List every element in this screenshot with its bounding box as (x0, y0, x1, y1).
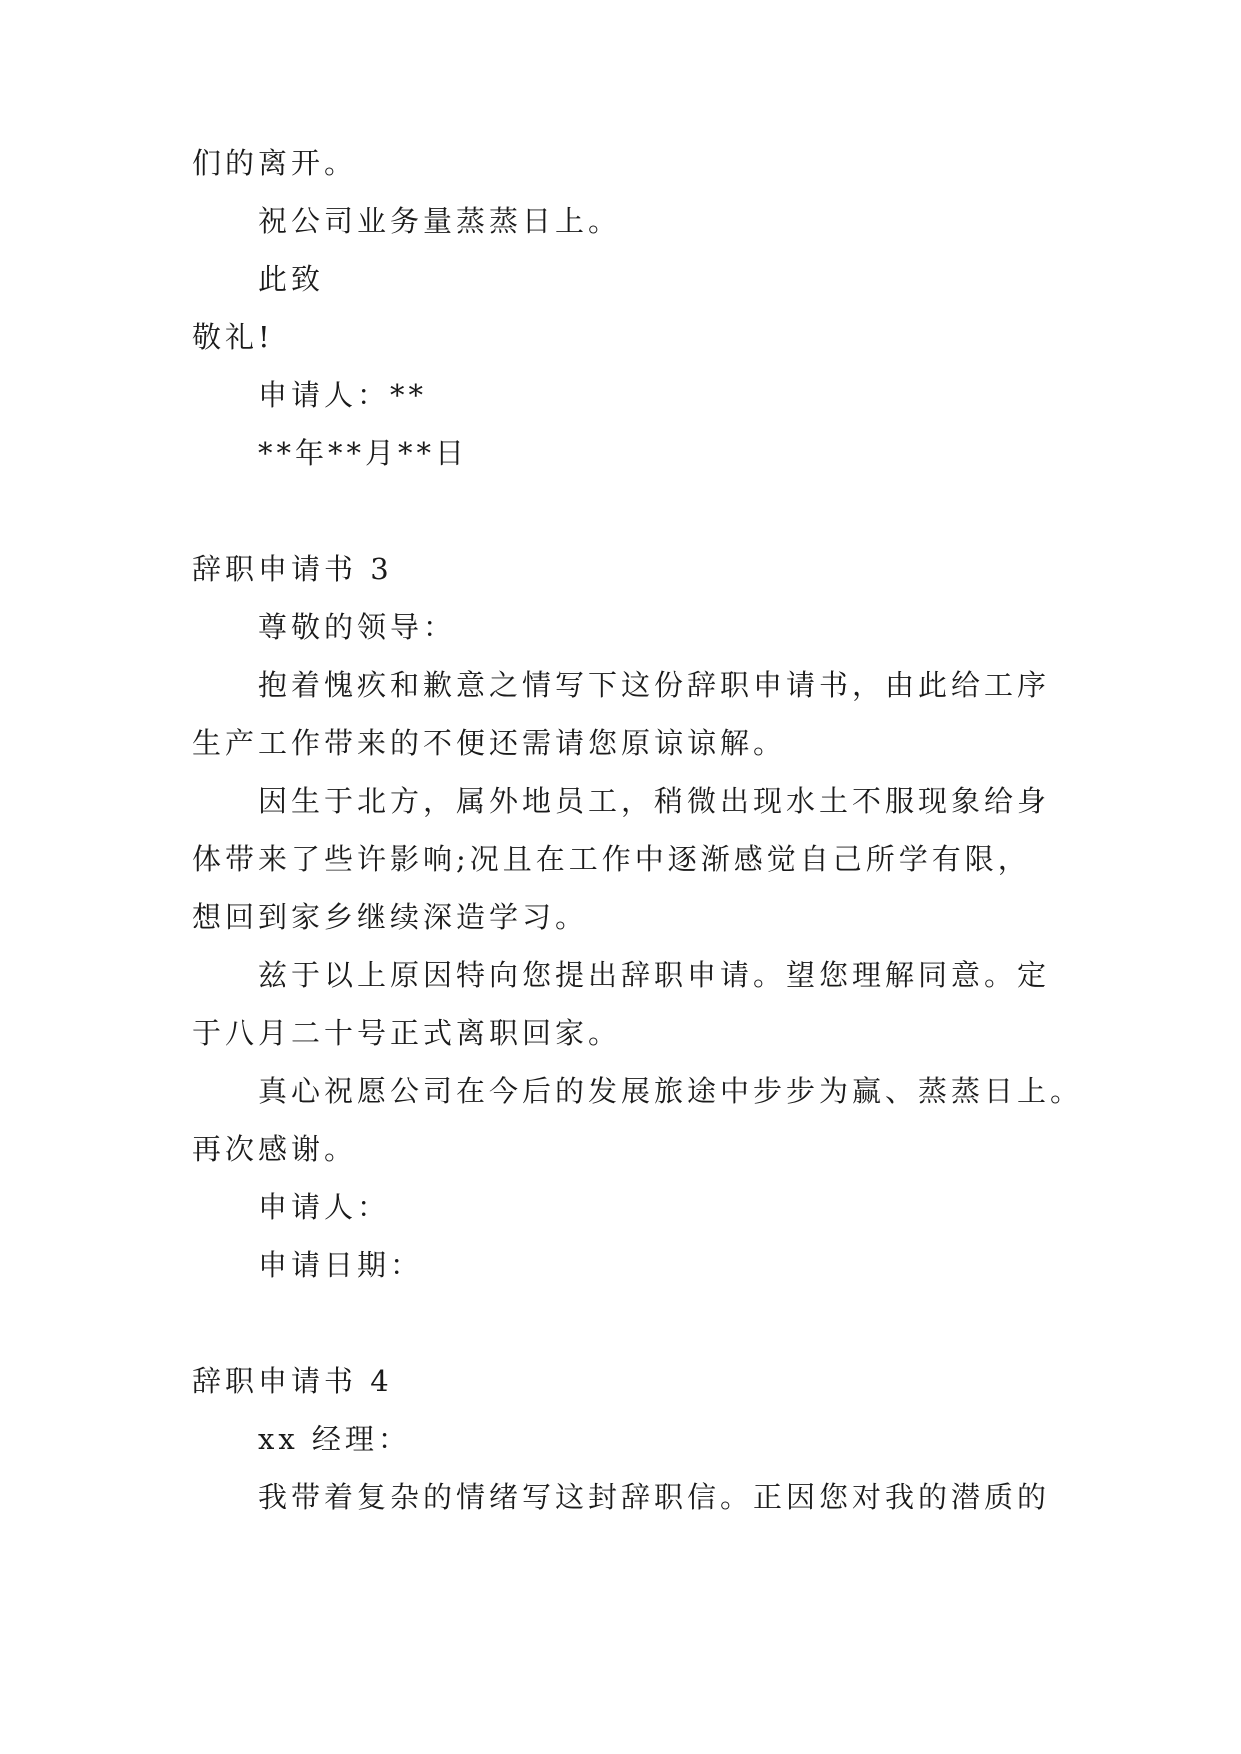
letter3-applicant: 申请人： (258, 1190, 391, 1224)
letter4-greeting: xx 经理： (258, 1422, 411, 1456)
letter4-title: 辞职申请书 4 (192, 1364, 393, 1398)
letter3-paragraph2-line: 想回到家乡继续深造学习。 (192, 900, 589, 934)
letter4-paragraph1-line: 我带着复杂的情绪写这封辞职信。正因您对我的潜质的 (258, 1480, 1051, 1514)
letter3-paragraph4-line: 真心祝愿公司在今后的发展旅途中步步为赢、蒸蒸日上。 (258, 1074, 1084, 1108)
section-gap (192, 482, 1052, 540)
letter3-paragraph2-line: 因生于北方，属外地员工，稍微出现水土不服现象给身 (258, 784, 1051, 818)
letter3-title: 辞职申请书 3 (192, 552, 393, 586)
continuation-line: 们的离开。 (192, 146, 358, 180)
salutation-open: 此致 (258, 262, 325, 296)
applicant-line: 申请人：** (258, 378, 428, 412)
letter3-paragraph1-line: 抱着愧疚和歉意之情写下这份辞职申请书，由此给工序 (258, 668, 1051, 702)
letter3-paragraph1-line: 生产工作带来的不便还需请您原谅谅解。 (192, 726, 787, 760)
closing-wish: 祝公司业务量蒸蒸日上。 (258, 204, 622, 238)
letter3-paragraph3-line: 兹于以上原因特向您提出辞职申请。望您理解同意。定 (258, 958, 1051, 992)
salutation-close: 敬礼! (192, 320, 274, 354)
letter3-paragraph3-line: 于八月二十号正式离职回家。 (192, 1016, 622, 1050)
document-body (192, 134, 1084, 1526)
date-line: **年**月**日 (258, 436, 469, 470)
letter3-paragraph4-line: 再次感谢。 (192, 1132, 358, 1166)
letter3-application-date: 申请日期： (258, 1248, 424, 1282)
letter3-paragraph2-line: 体带来了些许影响;况且在工作中逐渐感觉自己所学有限， (192, 842, 1031, 876)
section-gap (192, 1294, 1052, 1352)
letter3-greeting: 尊敬的领导： (258, 610, 457, 644)
